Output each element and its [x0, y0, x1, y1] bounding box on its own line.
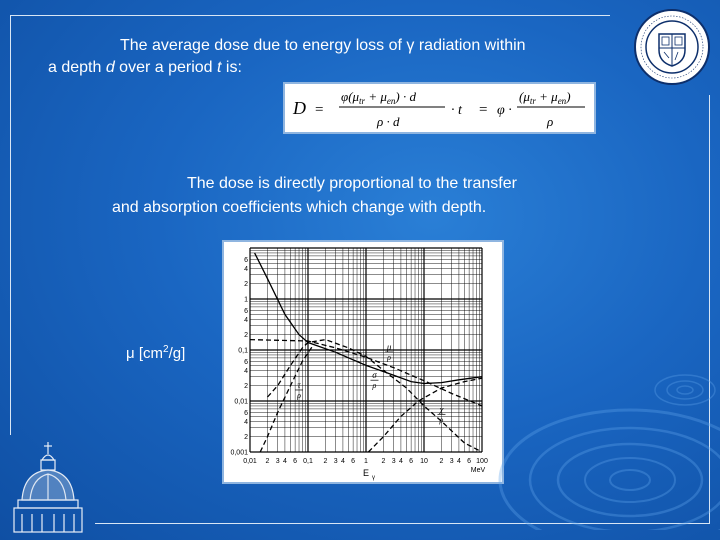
curve-annotation-3: μ [386, 342, 392, 352]
y-tick-label: 0,1 [238, 347, 248, 355]
formula-numerator-1: $\varphi(\mu_{tr} + \mu_{en}) \cdot d$ [341, 89, 416, 106]
curve-annotation-1: τ [297, 379, 301, 390]
x-tick-label: 4 [282, 458, 287, 465]
x-tick-label: 3 [275, 458, 280, 465]
y-tick-label: 0,001 [230, 449, 248, 457]
attenuation-chart [224, 242, 502, 482]
intro-paragraph [48, 35, 588, 79]
formula-denominator-1: ρ · d [377, 114, 400, 129]
y-tick-label: 4 [244, 316, 248, 324]
chart-series-line-5 [368, 378, 482, 452]
curve-annotation-2: σ [372, 370, 377, 381]
proportionality-paragraph [112, 172, 582, 220]
x-tick-label: 10 [420, 458, 428, 465]
formula-denominator-2: ρ [547, 114, 554, 129]
x-tick-label: 4 [340, 458, 345, 465]
curve-annotation-denominator-4: ρ [439, 415, 444, 425]
formula-phi: φ · [497, 103, 512, 118]
x-axis-unit: MeV [470, 467, 486, 474]
y-tick-label: 2 [244, 332, 248, 340]
unit-close: /g] [168, 345, 186, 362]
x-tick-label: 2 [381, 458, 386, 465]
x-tick-label: 6 [351, 458, 356, 465]
y-tick-label: 6 [244, 409, 248, 417]
curve-annotation-denominator-1: ρ [297, 390, 301, 400]
y-tick-label: 1 [244, 296, 248, 304]
x-axis-label: E [362, 468, 370, 478]
y-tick-label: 4 [244, 418, 248, 426]
x-tick-label: 4 [398, 458, 403, 465]
intro-line-2 [48, 59, 242, 76]
curve-annotation-denominator-3: ρ [387, 353, 392, 362]
x-tick-label: 3 [449, 458, 454, 465]
variable-d: d [105, 59, 115, 76]
cathedral-dome-icon [8, 440, 88, 535]
x-axis-label-subscript: γ [372, 475, 375, 481]
x-tick-label: 2 [265, 458, 270, 465]
frame-left-line [10, 15, 11, 435]
curve-annotation-denominator-2: ρ [372, 381, 377, 391]
x-tick-label: 0,01 [243, 458, 257, 465]
formula-equals-1: = [315, 102, 324, 118]
x-tick-label: 100 [476, 458, 488, 465]
dose-formula-panel [283, 82, 596, 134]
unit-exponent: 2 [163, 344, 169, 355]
x-tick-label: 6 [467, 458, 472, 465]
x-tick-label: 2 [323, 458, 328, 465]
formula-times-t: · t [451, 103, 462, 118]
intro-line-2-text-b: over a period [114, 59, 218, 76]
x-tick-label: 6 [409, 458, 414, 465]
y-tick-label: 6 [244, 358, 248, 366]
formula-lhs: D [293, 98, 306, 118]
intro-line-2-text-c: is: [221, 59, 242, 76]
intro-line-1: The average dose due to energy loss of γ radiation within [120, 37, 526, 54]
formula-numerator-2: $(\mu_{tr} + \mu_{en})$ [519, 89, 571, 106]
variable-t: t [217, 59, 222, 76]
formula-equals-2: = [479, 102, 488, 118]
unit-open: [cm [134, 345, 163, 362]
y-tick-label: 6 [244, 256, 248, 264]
dose-formula [285, 84, 594, 132]
y-axis-unit-label [126, 344, 185, 362]
x-tick-label: 3 [391, 458, 396, 465]
y-tick-label: 2 [244, 434, 248, 442]
x-tick-label: 2 [439, 458, 444, 465]
proportionality-line-1: The dose is directly proportional to the transfer [187, 175, 517, 192]
water-ripple-icon [480, 330, 720, 530]
y-tick-label: 2 [244, 281, 248, 289]
y-tick-label: 4 [244, 367, 248, 375]
curve-annotation-4: χ [439, 404, 444, 415]
y-tick-label: 2 [244, 383, 248, 391]
y-tick-label: 6 [244, 307, 248, 315]
chart-series-line-4 [260, 346, 312, 452]
mu-symbol: μ [126, 345, 135, 362]
y-tick-label: 0,01 [234, 398, 248, 406]
y-tick-label: 4 [244, 265, 248, 273]
university-seal-icon [633, 8, 711, 86]
x-tick-label: 3 [333, 458, 338, 465]
frame-top-line [10, 15, 610, 16]
chart-series-line-1 [255, 253, 482, 384]
x-tick-label: 1 [364, 458, 368, 465]
attenuation-chart-panel [222, 240, 504, 484]
x-tick-label: 0,1 [303, 458, 313, 465]
x-tick-label: 6 [293, 458, 298, 465]
proportionality-line-2: and absorption coefficients which change with depth. [112, 199, 487, 216]
x-tick-label: 4 [456, 458, 461, 465]
intro-line-2-text-a: a depth [48, 59, 106, 76]
